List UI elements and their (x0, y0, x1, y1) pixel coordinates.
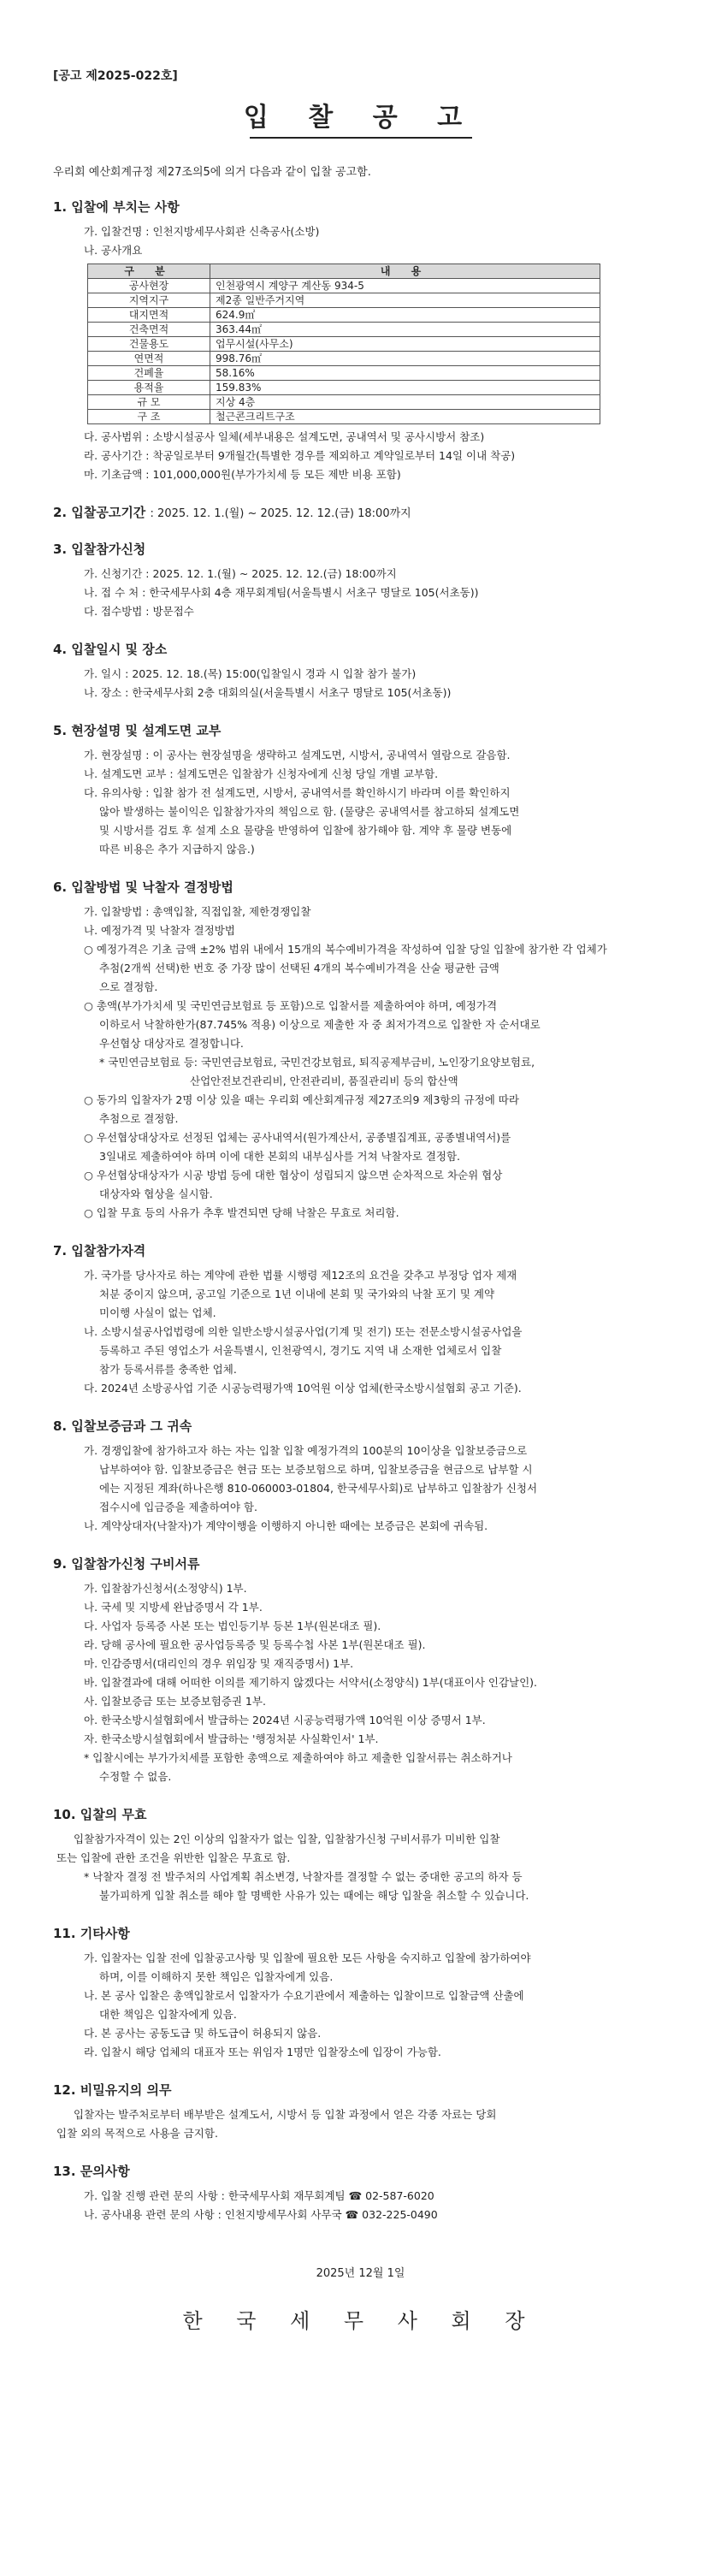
table-cell: 건축면적 (88, 323, 210, 337)
text-line: 대상자와 협상을 실시함. (99, 1187, 213, 1200)
section-heading: 8. 입찰보증금과 그 귀속 (53, 1418, 192, 1434)
table-cell: 공사현장 (88, 279, 210, 293)
text-line: 마. 인감증명서(대리인의 경우 위임장 및 재직증명서) 1부. (84, 1657, 354, 1670)
table-cell: 지역지구 (88, 293, 210, 308)
table-row (88, 366, 600, 381)
text-line: 등록하고 주된 영업소가 서울특별시, 인천광역시, 경기도 지역 내 소재한 업체로서 입찰 (99, 1344, 502, 1357)
text-line: 및 시방서를 검토 후 설계 소요 물량을 반영하여 입찰에 참가해야 함. 계약 후 물량 변동에 (99, 824, 512, 837)
table-cell: 규 모 (88, 395, 210, 410)
text-line: 가. 입찰자는 입찰 전에 입찰공고사항 및 입찰에 필요한 모든 사항을 숙지하고 입찰에 참가하여야 (84, 1951, 531, 1964)
table-cell: 인천광역시 계양구 계산동 934-5 (210, 279, 600, 293)
text-line: 또는 입찰에 관한 조건을 위반한 입찰은 무효로 함. (56, 1851, 291, 1864)
text-line: ○ 총액(부가가치세 및 국민연금보험료 등 포함)으로 입찰서를 제출하여야 하며, 예정가격 (84, 999, 498, 1012)
table-cell: 업무시설(사무소) (210, 337, 600, 352)
text-line: 마. 기초금액 : 101,000,000원(부가가치세 등 모든 제반 비용 포함) (84, 468, 401, 481)
section-11 (53, 1924, 668, 2062)
text-line: 수정할 수 없음. (99, 1770, 172, 1783)
issuer-signature: 한 국 세 무 사 회 장 (182, 2309, 539, 2333)
text-line: 다. 본 공사는 공동도급 및 하도급이 허용되지 않음. (84, 2027, 322, 2040)
section-10 (53, 1805, 668, 1905)
table-header: 구 분 (88, 264, 210, 279)
text-line: 나. 장소 : 한국세무사회 2층 대회의실(서울특별시 서초구 명달로 105(서초동)) (84, 686, 452, 699)
text-line: * 입찰시에는 부가가치세를 포함한 총액으로 제출하여야 하고 제출한 입찰서류는 취소하거나 (84, 1751, 512, 1764)
table-cell: 대지면적 (88, 308, 210, 323)
text-line: 나. 공사내용 관련 문의 사항 : 인천지방세무사회 사무국 ☎ 032-225-0490 (84, 2208, 438, 2221)
text-line: 나. 접 수 처 : 한국세무사회 4층 재무회계팀(서울특별시 서초구 명달로 105(서초동)) (84, 586, 479, 599)
text-line: 가. 경쟁입찰에 참가하고자 하는 자는 입찰 입찰 예정가격의 100분의 10이상을 입찰보증금으로 (84, 1444, 528, 1457)
text-line: 접수시에 입금증을 제출하여야 함. (99, 1501, 257, 1513)
text-line: 납부하여야 함. 입찰보증금은 현금 또는 보증보험으로 하며, 입찰보증금을 현금으로 납부할 시 (99, 1463, 533, 1476)
section-heading-label: 2. 입찰공고기간 (53, 505, 146, 520)
table-cell: 구 조 (88, 410, 210, 424)
text-line: 으로 결정함. (99, 980, 158, 993)
text-line: 입찰참가자격이 있는 2인 이상의 입찰자가 없는 입찰, 입찰참가신청 구비서류가 미비한 입찰 (74, 1833, 500, 1845)
table-cell: 건폐율 (88, 366, 210, 381)
text-line: 나. 설계도면 교부 : 설계도면은 입찰참가 신청자에게 신청 당일 개별 교부함. (84, 767, 439, 780)
table-cell: 159.83% (210, 381, 600, 395)
text-line: ○ 우선협상대상자로 선정된 업체는 공사내역서(원가계산서, 공종별집계표, 공종별내역서)를 (84, 1131, 511, 1144)
section-heading: 12. 비밀유지의 의무 (53, 2082, 172, 2098)
section-heading: 1. 입찰에 부치는 사항 (53, 199, 180, 215)
section-3 (53, 540, 668, 621)
text-line: * 낙찰자 결정 전 발주처의 사업계획 취소변경, 낙찰자를 결정할 수 없는 중대한 공고의 하자 등 (84, 1870, 523, 1883)
text-line: ○ 우선협상대상자가 시공 방법 등에 대한 협상이 성립되지 않으면 순차적으로 차순위 협상 (84, 1169, 503, 1181)
table-cell: 연면적 (88, 352, 210, 366)
text-line: * 국민연금보험료 등: 국민연금보험료, 국민건강보험료, 퇴직공제부금비, 노인장기요양보험료, (99, 1056, 535, 1069)
text-line: 처분 중이지 않으며, 공고일 기준으로 1년 이내에 본회 및 국가와의 낙찰 포기 및 계약 (99, 1288, 495, 1300)
text-line: 나. 본 공사 입찰은 총액입찰로서 입찰자가 수요기관에서 제출하는 입찰이므로 입찰금액 산출에 (84, 1989, 524, 2002)
text-line: 라. 당해 공사에 필요한 공사업등록증 및 등록수첩 사본 1부(원본대조 필). (84, 1638, 426, 1651)
text-line: 산업안전보건관리비, 안전관리비, 품질관리비 등의 합산액 (190, 1075, 458, 1087)
section-12 (53, 2081, 668, 2143)
intro-text: 우리회 예산회계규정 제27조의5에 의거 다음과 같이 입찰 공고함. (53, 166, 371, 179)
text-line: 가. 신청기간 : 2025. 12. 1.(월) ~ 2025. 12. 12.(금) 18:00까지 (84, 567, 397, 580)
section-heading: 9. 입찰참가신청 구비서류 (53, 1556, 200, 1572)
section-2 (53, 503, 668, 521)
section-heading: 7. 입찰참가자격 (53, 1243, 146, 1258)
text-line: 나. 국세 및 지방세 완납증명서 각 1부. (84, 1601, 263, 1614)
text-line: 않아 발생하는 불이익은 입찰참가자의 책임으로 함. (물량은 공내역서를 참고하되 설계도면 (99, 805, 520, 818)
text-line: 자. 한국소방시설협회에서 발급하는 '행정처분 사실확인서' 1부. (84, 1732, 379, 1745)
title-underline (250, 137, 472, 139)
text-line: ○ 동가의 입찰자가 2명 이상 있을 때는 우리회 예산회계규정 제27조의9 제3항의 규정에 따라 (84, 1093, 519, 1106)
table-row (88, 352, 600, 366)
text-line: 나. 예정가격 및 낙찰자 결정방법 (84, 924, 235, 937)
overview-table (87, 264, 600, 424)
text-line: 라. 공사기간 : 착공일로부터 9개월간(특별한 경우를 제외하고 계약일로부터 14일 이내 착공) (84, 449, 516, 462)
section-4 (53, 640, 668, 702)
text-line: 가. 국가를 당사자로 하는 계약에 관한 법률 시행령 제12조의 요건을 갖추고 부정당 업자 제재 (84, 1269, 517, 1282)
text-line: 가. 입찰 진행 관련 문의 사항 : 한국세무사회 재무회계팀 ☎ 02-587-6020 (84, 2189, 434, 2202)
text-line: 추첨(2개씩 선택)한 번호 중 가장 많이 선택된 4개의 복수예비가격을 산술 평균한 금액 (99, 962, 499, 974)
section-5 (53, 721, 668, 859)
text-line: 우선협상 대상자로 결정합니다. (99, 1037, 244, 1050)
section-heading (53, 503, 668, 521)
section-heading-value: : 2025. 12. 1.(월) ~ 2025. 12. 12.(금) 18:00까지 (150, 507, 411, 520)
table-row (88, 410, 600, 424)
text-line: 입찰자는 발주처로부터 배부받은 설계도서, 시방서 등 입찰 과정에서 얻은 각종 자료는 당회 (74, 2108, 497, 2121)
text-line: 가. 입찰참가신청서(소정양식) 1부. (84, 1582, 247, 1595)
text-line: 입찰 외의 목적으로 사용을 금지함. (56, 2127, 218, 2140)
table-row (88, 395, 600, 410)
table-row (88, 381, 600, 395)
table-cell: 58.16% (210, 366, 600, 381)
table-cell: 지상 4층 (210, 395, 600, 410)
text-line: 가. 현장설명 : 이 공사는 현장설명을 생략하고 설계도면, 시방서, 공내역서 열람으로 갈음함. (84, 749, 511, 761)
table-cell: 제2종 일반주거지역 (210, 293, 600, 308)
text-line: 다. 공사범위 : 소방시설공사 일체(세부내용은 설계도면, 공내역서 및 공사시방서 참조) (84, 430, 485, 443)
text-line: 나. 소방시설공사업법령에 의한 일반소방시설공사업(기계 및 전기) 또는 전문소방시설공사업을 (84, 1325, 523, 1338)
text-line: 바. 입찰결과에 대해 어떠한 이의를 제기하지 않겠다는 서약서(소정양식) 1부(대표이사 인감날인). (84, 1676, 538, 1689)
text-line: 따른 비용은 추가 지급하지 않음.) (99, 843, 255, 856)
notice-number: [공고 제2025-022호] (53, 69, 178, 83)
text-line: 대한 책임은 입찰자에게 있음. (99, 2008, 237, 2021)
text-line: 불가피하게 입찰 취소를 해야 할 명백한 사유가 있는 때에는 해당 입찰을 취소할 수 있습니다. (99, 1889, 529, 1902)
text-line: 아. 한국소방시설협회에서 발급하는 2024년 시공능력평가액 10억원 이상 증명서 1부. (84, 1714, 486, 1726)
text-line: 가. 일시 : 2025. 12. 18.(목) 15:00(입찰일시 경과 시 입찰 참가 불가) (84, 667, 417, 680)
page-title: 입 찰 공 고 (243, 103, 478, 133)
table-cell: 624.9㎡ (210, 308, 600, 323)
table-row (88, 337, 600, 352)
text-line: 하며, 이를 이해하지 못한 책임은 입찰자에게 있음. (99, 1970, 334, 1983)
text-line: 다. 사업자 등록증 사본 또는 법인등기부 등본 1부(원본대조 필). (84, 1620, 381, 1632)
table-row (88, 279, 600, 293)
table-header: 내 용 (210, 264, 600, 279)
section-8 (53, 1417, 668, 1536)
section-1 (53, 198, 668, 484)
text-line: 미이행 사실이 없는 업체. (99, 1306, 216, 1319)
notice-date: 2025년 12월 1일 (316, 2267, 405, 2280)
section-heading: 4. 입찰일시 및 장소 (53, 642, 168, 657)
text-line: 3일내로 제출하여야 하며 이에 대한 본회의 내부심사를 거쳐 낙찰자로 결정함. (99, 1150, 461, 1163)
text-line: 사. 입찰보증금 또는 보증보험증권 1부. (84, 1695, 266, 1708)
table-row (88, 293, 600, 308)
section-13 (53, 2162, 668, 2224)
text-line: ○ 입찰 무효 등의 사유가 추후 발견되면 당해 낙찰은 무효로 처리함. (84, 1206, 399, 1219)
text-line: 에는 지정된 계좌(하나은행 810-060003-01804, 한국세무사회)로 납부하고 입찰참가 신청서 (99, 1482, 538, 1495)
text-line: 다. 접수방법 : 방문접수 (84, 605, 194, 618)
text-line: 가. 입찰방법 : 총액입찰, 직접입찰, 제한경쟁입찰 (84, 905, 311, 918)
text-line: 참가 등록서류를 충족한 업체. (99, 1363, 237, 1376)
table-cell: 건물용도 (88, 337, 210, 352)
table-cell: 998.76㎡ (210, 352, 600, 366)
text-line: 다. 2024년 소방공사업 기준 시공능력평가액 10억원 이상 업체(한국소방시설협회 공고 기준). (84, 1382, 522, 1395)
text-line: 추첨으로 결정함. (99, 1112, 179, 1125)
text-line: 나. 공사개요 (84, 244, 143, 257)
table-row (88, 308, 600, 323)
section-heading: 10. 입찰의 무효 (53, 1807, 147, 1822)
section-heading: 5. 현장설명 및 설계도면 교부 (53, 723, 222, 738)
section-9 (53, 1554, 668, 1786)
table-cell: 용적율 (88, 381, 210, 395)
text-line: 가. 입찰건명 : 인천지방세무사회관 신축공사(소방) (84, 225, 320, 238)
table-row (88, 323, 600, 337)
section-heading: 3. 입찰참가신청 (53, 542, 146, 557)
section-heading: 13. 문의사항 (53, 2164, 130, 2179)
text-line: 이하로서 낙찰하한가(87.745% 적용) 이상으로 제출한 자 중 최저가격으로 입찰한 자 순서대로 (99, 1018, 541, 1031)
table-cell: 철근콘크리트구조 (210, 410, 600, 424)
section-7 (53, 1241, 668, 1398)
text-line: 다. 유의사항 : 입찰 참가 전 설계도면, 시방서, 공내역서를 확인하시기 바라며 이를 확인하지 (84, 786, 511, 799)
section-6 (53, 878, 668, 1223)
section-heading: 6. 입찰방법 및 낙찰자 결정방법 (53, 879, 233, 895)
text-line: ○ 예정가격은 기초 금액 ±2% 범위 내에서 15개의 복수예비가격을 작성하여 입찰 당일 입찰에 참가한 각 업체가 (84, 943, 607, 956)
text-line: 라. 입찰시 해당 업체의 대표자 또는 위임자 1명만 입찰장소에 입장이 가능함. (84, 2046, 441, 2058)
section-heading: 11. 기타사항 (53, 1926, 130, 1941)
text-line: 나. 계약상대자(낙찰자)가 계약이행을 이행하지 아니한 때에는 보증금은 본회에 귀속됨. (84, 1519, 488, 1532)
table-cell: 363.44㎡ (210, 323, 600, 337)
